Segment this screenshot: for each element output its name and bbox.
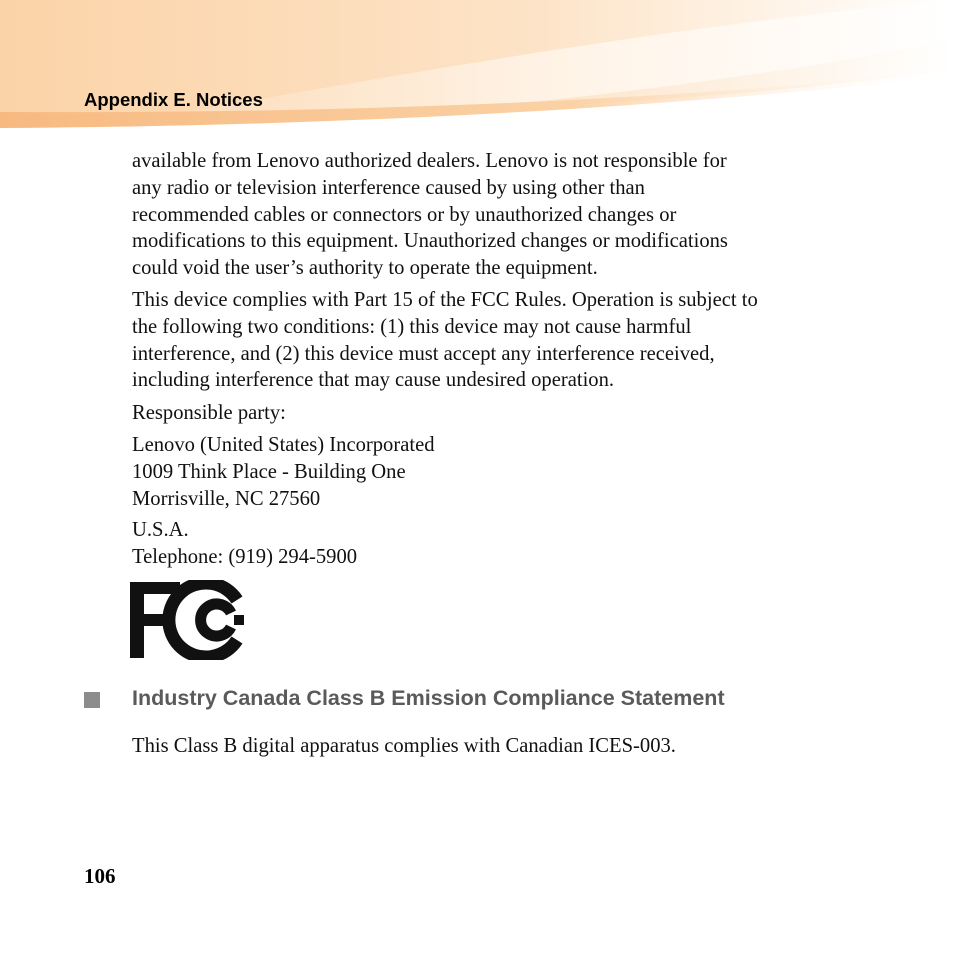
country-line: U.S.A. xyxy=(132,519,189,541)
address-line: Lenovo (United States) Incorporated xyxy=(132,434,435,456)
paragraph-ices xyxy=(132,733,852,760)
responsible-party-label xyxy=(132,400,852,427)
text-line: This Class B digital apparatus complies with Canadian ICES-003. xyxy=(132,735,676,757)
page-number: 106 xyxy=(84,864,116,888)
text-line: including interference that may cause undesired operation. xyxy=(132,369,615,392)
section-heading: Industry Canada Class B Emission Compliance Statement xyxy=(132,686,725,710)
contact-block xyxy=(132,517,852,571)
text-line: This device complies with Part 15 of the FCC Rules. Operation is subject to xyxy=(132,289,758,311)
text-line: recommended cables or connectors or by unauthorized changes or xyxy=(132,203,677,226)
address-line: Morrisville, NC 27560 xyxy=(132,487,321,510)
text-line: available from Lenovo authorized dealers. Lenovo is not responsible for xyxy=(132,150,727,172)
square-bullet-icon xyxy=(84,692,100,708)
header-band xyxy=(0,0,954,135)
paragraph-interference xyxy=(132,148,852,282)
text-line: could void the user’s authority to operate the equipment. xyxy=(132,257,598,280)
header-title: Appendix E. Notices xyxy=(84,89,263,110)
text-line: modifications to this equipment. Unauthorized changes or modifications xyxy=(132,230,728,253)
text-line: any radio or television interference caused by using other than xyxy=(132,176,645,199)
text-line: interference, and (2) this device must accept any interference received, xyxy=(132,342,715,365)
telephone-line: Telephone: (919) 294-5900 xyxy=(132,545,358,568)
header-swoosh-graphic xyxy=(0,0,954,135)
fcc-logo-icon xyxy=(130,580,244,660)
text-line: Responsible party: xyxy=(132,402,286,424)
address-line: 1009 Think Place - Building One xyxy=(132,460,406,483)
text-line: the following two conditions: (1) this device may not cause harmful xyxy=(132,315,692,338)
address-block xyxy=(132,432,852,512)
paragraph-fcc-compliance xyxy=(132,287,852,394)
